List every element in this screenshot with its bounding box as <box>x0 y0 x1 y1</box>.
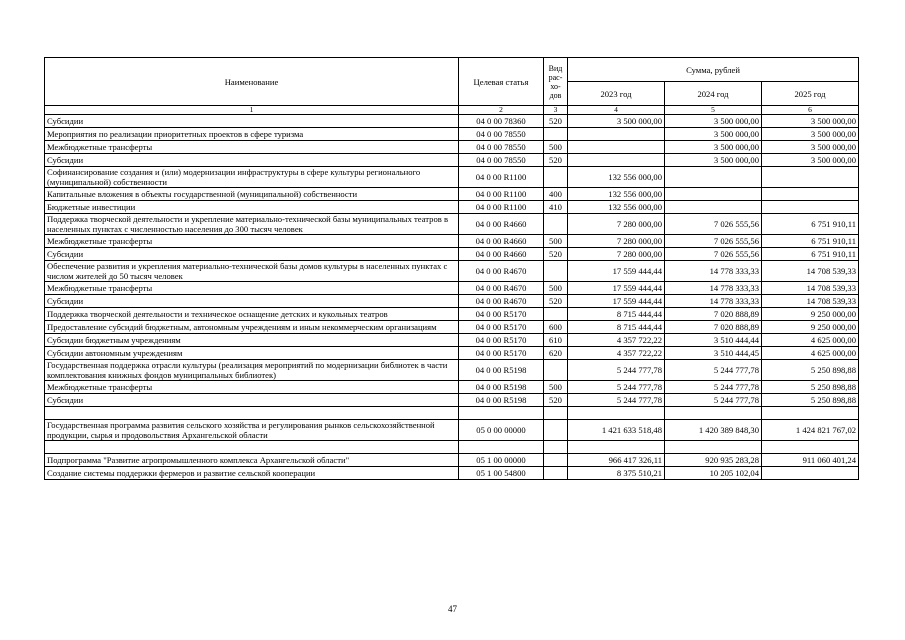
row-amount-2024 <box>665 201 762 214</box>
row-code: 04 0 00 R1100 <box>459 188 544 201</box>
spacer-row <box>45 441 859 454</box>
header-sum: Сумма, рублей <box>568 58 859 82</box>
table-row <box>45 235 859 248</box>
row-amount-2023: 5 244 777,78 <box>568 360 665 381</box>
row-name: Субсидии <box>45 295 459 308</box>
row-amount-2023 <box>568 141 665 154</box>
table-row <box>45 420 859 441</box>
row-name: Бюджетные инвестиции <box>45 201 459 214</box>
table-row <box>45 334 859 347</box>
row-code: 04 0 00 78550 <box>459 128 544 141</box>
row-code: 04 0 00 R4660 <box>459 214 544 235</box>
row-name: Поддержка творческой деятельности и укрепление материально-технической базы муниципальных театров в населенных пунктах с численностью населения до 300 тысяч человек <box>45 214 459 235</box>
row-amount-2023 <box>568 441 665 454</box>
row-code: 04 0 00 R4670 <box>459 282 544 295</box>
row-amount-2024: 1 420 389 848,30 <box>665 420 762 441</box>
row-name: Межбюджетные трансферты <box>45 235 459 248</box>
row-name: Создание системы поддержки фермеров и развитие сельской кооперации <box>45 467 459 480</box>
row-kind: 600 <box>544 321 568 334</box>
budget-table <box>44 57 859 480</box>
row-code: 05 0 00 00000 <box>459 420 544 441</box>
row-amount-2024: 920 935 283,28 <box>665 454 762 467</box>
row-amount-2023: 132 556 000,00 <box>568 167 665 188</box>
col-number: 2 <box>459 106 544 115</box>
row-amount-2023 <box>568 154 665 167</box>
table-row <box>45 321 859 334</box>
row-amount-2024: 7 026 555,56 <box>665 235 762 248</box>
row-name: Капитальные вложения в объекты государственной (муниципальной) собственности <box>45 188 459 201</box>
table-row <box>45 214 859 235</box>
row-name: Субсидии бюджетным учреждениям <box>45 334 459 347</box>
col-number: 3 <box>544 106 568 115</box>
table-row <box>45 201 859 214</box>
header-kind: Вид рас-хо-дов <box>544 58 568 106</box>
row-name: Субсидии <box>45 115 459 128</box>
row-amount-2025: 5 250 898,88 <box>762 360 859 381</box>
row-amount-2025: 4 625 000,00 <box>762 347 859 360</box>
row-name: Государственная поддержка отрасли культуры (реализация мероприятий по модернизации библиотек в части комплектования книжных фондов муниципальных библиотек) <box>45 360 459 381</box>
row-amount-2025: 6 751 910,11 <box>762 214 859 235</box>
table-row <box>45 248 859 261</box>
row-amount-2023: 3 500 000,00 <box>568 115 665 128</box>
row-amount-2023: 8 715 444,44 <box>568 308 665 321</box>
row-amount-2024 <box>665 407 762 420</box>
col-number: 5 <box>665 106 762 115</box>
table-row <box>45 282 859 295</box>
row-name: Субсидии <box>45 154 459 167</box>
row-amount-2024: 14 778 333,33 <box>665 261 762 282</box>
row-amount-2025: 3 500 000,00 <box>762 115 859 128</box>
row-kind: 500 <box>544 141 568 154</box>
table-row <box>45 295 859 308</box>
row-name <box>45 441 459 454</box>
row-name: Подпрограмма "Развитие агропромышленного комплекса Архангельской области" <box>45 454 459 467</box>
row-code: 04 0 00 R4660 <box>459 248 544 261</box>
row-amount-2025: 3 500 000,00 <box>762 128 859 141</box>
row-name: Обеспечение развития и укрепления материально-технической базы домов культуры в населенных пунктах с числом жителей до 50 тысяч человек <box>45 261 459 282</box>
row-amount-2025: 4 625 000,00 <box>762 334 859 347</box>
row-amount-2024 <box>665 167 762 188</box>
row-name: Межбюджетные трансферты <box>45 141 459 154</box>
row-name: Поддержка творческой деятельности и техническое оснащение детских и кукольных театров <box>45 308 459 321</box>
row-amount-2024: 14 778 333,33 <box>665 295 762 308</box>
row-code: 04 0 00 R4670 <box>459 261 544 282</box>
row-code: 04 0 00 R5198 <box>459 360 544 381</box>
row-amount-2025: 3 500 000,00 <box>762 141 859 154</box>
row-kind: 500 <box>544 235 568 248</box>
row-amount-2024: 7 020 888,89 <box>665 321 762 334</box>
row-amount-2024: 3 510 444,45 <box>665 347 762 360</box>
row-amount-2023: 966 417 326,11 <box>568 454 665 467</box>
row-amount-2023: 4 357 722,22 <box>568 334 665 347</box>
row-kind <box>544 214 568 235</box>
row-amount-2023: 1 421 633 518,48 <box>568 420 665 441</box>
row-amount-2024 <box>665 441 762 454</box>
row-name: Субсидии <box>45 394 459 407</box>
row-code: 05 1 00 00000 <box>459 454 544 467</box>
row-amount-2024: 5 244 777,78 <box>665 394 762 407</box>
row-code: 04 0 00 R5198 <box>459 394 544 407</box>
row-amount-2025 <box>762 188 859 201</box>
row-kind: 500 <box>544 381 568 394</box>
row-kind: 520 <box>544 394 568 407</box>
row-kind: 520 <box>544 154 568 167</box>
page-number: 47 <box>448 604 457 614</box>
row-name: Государственная программа развития сельского хозяйства и регулирования рынков сельскохозяйственной продукции, сырья и продовольствия Архангельской области <box>45 420 459 441</box>
row-amount-2023: 7 280 000,00 <box>568 214 665 235</box>
row-amount-2025 <box>762 441 859 454</box>
row-code <box>459 441 544 454</box>
row-amount-2025: 3 500 000,00 <box>762 154 859 167</box>
row-amount-2024: 7 020 888,89 <box>665 308 762 321</box>
row-amount-2025: 14 708 539,33 <box>762 261 859 282</box>
row-kind <box>544 308 568 321</box>
row-amount-2023: 132 556 000,00 <box>568 201 665 214</box>
row-amount-2025: 6 751 910,11 <box>762 235 859 248</box>
row-amount-2024: 3 500 000,00 <box>665 154 762 167</box>
row-kind <box>544 167 568 188</box>
table-row <box>45 308 859 321</box>
table-row <box>45 261 859 282</box>
row-amount-2024: 7 026 555,56 <box>665 214 762 235</box>
row-amount-2025: 9 250 000,00 <box>762 308 859 321</box>
row-amount-2024: 3 510 444,44 <box>665 334 762 347</box>
row-name: Субсидии <box>45 248 459 261</box>
row-amount-2025: 5 250 898,88 <box>762 394 859 407</box>
row-kind: 620 <box>544 347 568 360</box>
row-amount-2024: 3 500 000,00 <box>665 115 762 128</box>
col-number: 1 <box>45 106 459 115</box>
row-amount-2023: 132 556 000,00 <box>568 188 665 201</box>
table-row <box>45 167 859 188</box>
row-amount-2025 <box>762 467 859 480</box>
header-year-2023: 2023 год <box>568 82 665 106</box>
row-amount-2023: 17 559 444,44 <box>568 261 665 282</box>
row-kind <box>544 261 568 282</box>
row-name: Мероприятия по реализации приоритетных проектов в сфере туризма <box>45 128 459 141</box>
row-amount-2024: 14 778 333,33 <box>665 282 762 295</box>
row-amount-2025 <box>762 201 859 214</box>
table-row <box>45 141 859 154</box>
row-name: Межбюджетные трансферты <box>45 282 459 295</box>
row-code: 04 0 00 R5170 <box>459 321 544 334</box>
row-kind <box>544 360 568 381</box>
row-kind <box>544 128 568 141</box>
row-name: Межбюджетные трансферты <box>45 381 459 394</box>
row-kind: 610 <box>544 334 568 347</box>
row-code: 04 0 00 R4660 <box>459 235 544 248</box>
row-code: 04 0 00 R5170 <box>459 347 544 360</box>
row-amount-2025: 14 708 539,33 <box>762 282 859 295</box>
row-kind <box>544 467 568 480</box>
row-code: 04 0 00 R5170 <box>459 308 544 321</box>
row-amount-2025: 14 708 539,33 <box>762 295 859 308</box>
table-row <box>45 454 859 467</box>
row-name: Софинансирование создания и (или) модернизации инфраструктуры в сфере культуры регионального (муниципальной) собственности <box>45 167 459 188</box>
table-row <box>45 394 859 407</box>
row-kind: 410 <box>544 201 568 214</box>
row-amount-2024: 3 500 000,00 <box>665 141 762 154</box>
row-name: Субсидии автономным учреждениям <box>45 347 459 360</box>
row-amount-2023: 8 375 510,21 <box>568 467 665 480</box>
row-amount-2024: 10 205 102,04 <box>665 467 762 480</box>
header-year-2025: 2025 год <box>762 82 859 106</box>
row-amount-2023: 5 244 777,78 <box>568 394 665 407</box>
header-name: Наименование <box>45 58 459 106</box>
row-amount-2023: 17 559 444,44 <box>568 295 665 308</box>
row-amount-2025: 1 424 821 767,02 <box>762 420 859 441</box>
table-row <box>45 381 859 394</box>
row-amount-2023: 7 280 000,00 <box>568 235 665 248</box>
col-number: 4 <box>568 106 665 115</box>
row-name <box>45 407 459 420</box>
row-amount-2024 <box>665 188 762 201</box>
row-amount-2024: 7 026 555,56 <box>665 248 762 261</box>
row-amount-2023: 5 244 777,78 <box>568 381 665 394</box>
row-code: 04 0 00 R1100 <box>459 167 544 188</box>
row-kind <box>544 407 568 420</box>
spacer-row <box>45 407 859 420</box>
row-kind: 500 <box>544 282 568 295</box>
row-code: 04 0 00 R1100 <box>459 201 544 214</box>
row-amount-2025: 911 060 401,24 <box>762 454 859 467</box>
row-kind <box>544 441 568 454</box>
row-amount-2023 <box>568 128 665 141</box>
table-row <box>45 154 859 167</box>
table-row <box>45 128 859 141</box>
row-amount-2025 <box>762 407 859 420</box>
row-name: Предоставление субсидий бюджетным, автономным учреждениям и иным некоммерческим организациям <box>45 321 459 334</box>
row-amount-2025 <box>762 167 859 188</box>
row-amount-2023: 17 559 444,44 <box>568 282 665 295</box>
row-amount-2024: 3 500 000,00 <box>665 128 762 141</box>
row-kind: 520 <box>544 295 568 308</box>
row-kind: 520 <box>544 248 568 261</box>
row-kind <box>544 420 568 441</box>
row-amount-2025: 6 751 910,11 <box>762 248 859 261</box>
row-kind <box>544 454 568 467</box>
col-number: 6 <box>762 106 859 115</box>
row-amount-2025: 9 250 000,00 <box>762 321 859 334</box>
header-year-2024: 2024 год <box>665 82 762 106</box>
row-kind: 400 <box>544 188 568 201</box>
row-amount-2023: 7 280 000,00 <box>568 248 665 261</box>
row-code: 04 0 00 R4670 <box>459 295 544 308</box>
table-row <box>45 347 859 360</box>
table-row <box>45 188 859 201</box>
row-kind: 520 <box>544 115 568 128</box>
table-row <box>45 467 859 480</box>
header-code: Целевая статья <box>459 58 544 106</box>
table-row <box>45 360 859 381</box>
row-code: 04 0 00 78550 <box>459 154 544 167</box>
row-code <box>459 407 544 420</box>
row-code: 04 0 00 78550 <box>459 141 544 154</box>
row-amount-2024: 5 244 777,78 <box>665 381 762 394</box>
row-code: 04 0 00 R5198 <box>459 381 544 394</box>
row-code: 04 0 00 78360 <box>459 115 544 128</box>
row-amount-2023: 4 357 722,22 <box>568 347 665 360</box>
row-code: 05 1 00 54800 <box>459 467 544 480</box>
row-amount-2024: 5 244 777,78 <box>665 360 762 381</box>
row-amount-2023: 8 715 444,44 <box>568 321 665 334</box>
row-code: 04 0 00 R5170 <box>459 334 544 347</box>
row-amount-2023 <box>568 407 665 420</box>
row-amount-2025: 5 250 898,88 <box>762 381 859 394</box>
table-row <box>45 115 859 128</box>
